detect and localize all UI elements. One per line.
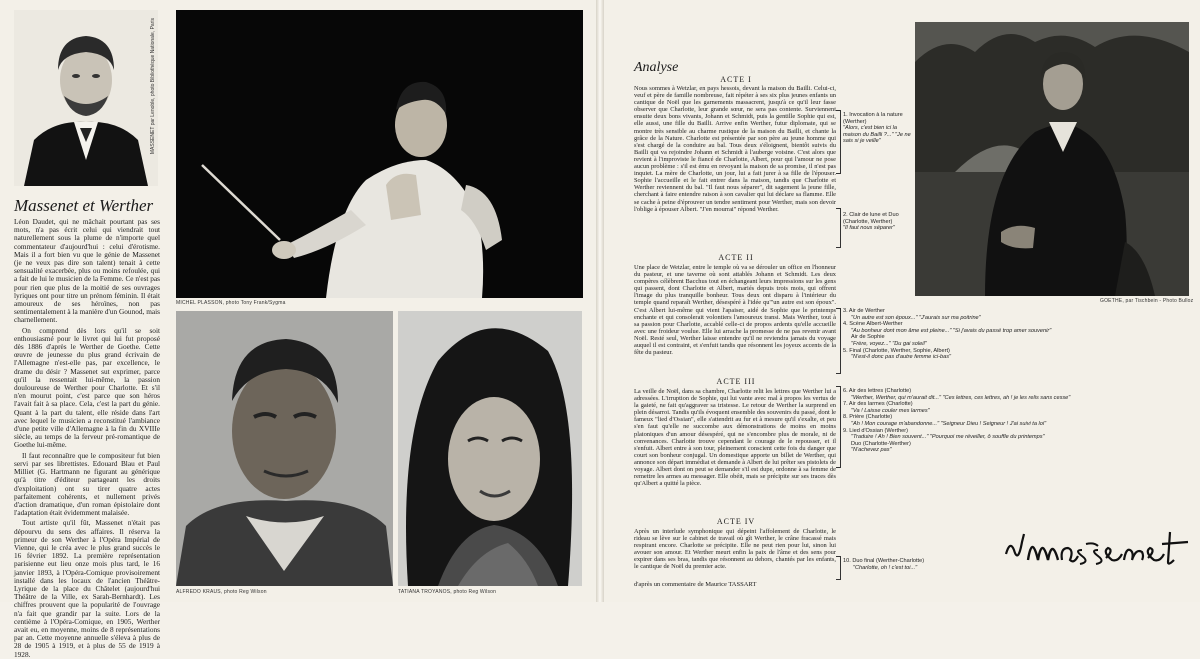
massenet-signature: [1002, 520, 1196, 580]
note-bracket: [836, 386, 841, 468]
track-quote: "N'est-il donc pas d'autre femme ici-bas": [851, 354, 951, 361]
note-bracket: [836, 556, 841, 580]
track-note: [843, 388, 1195, 454]
act-heading: ACTE I: [720, 75, 752, 84]
track-quote: "Il faut nous séparer": [843, 225, 895, 232]
track-quote: "Charlotte, oh ! c'est toi...": [853, 564, 918, 571]
track-note: [843, 112, 913, 145]
track-number: 7.: [843, 401, 848, 408]
track-number: 2.: [843, 212, 848, 218]
analyse-title: Analyse: [634, 60, 679, 75]
article-paragraph: Tout artiste qu'il fût, Massenet n'était pas dépourvu du sens des affaires. Il réserva la primeur de son Werther à l'Opéra Impérial de Vienne, qui le créa avec le plus grand succès le 16 février 1892. La première représentation parisienne eut lieu onze mois plus tard, le 16 janvier 1893, à l'Opéra-Comique provisoirement installé dans les locaux de l'ancien Théâtre-Lyrique de la place du Châtelet (aujourd'hui Théâtre de la Ville, ex Sarah-Bernhardt). Les chiffres prouvent que la popularité de l'ouvrage n'a fait que grandir par la suite. Lors de la centième à l'Opéra-Comique, en 1905, Werther avait eu, en moyenne, moins de 8 représentations par an. Cette moyenne annuelle s'éleva à plus de 28 de 1905 à 1919, et à plus de 55 de 1919 à 1928.: [14, 518, 160, 659]
track-quote: "Au bonheur dont mon âme est pleine..." "Si j'avais du passé trop amer souvenir": [851, 327, 1052, 334]
track-quote: "Werther, Werther, qui m'aurait dit..." "Ces lettres, ces lettres, ah ! je les relis sans cesse": [851, 394, 1071, 401]
act-paragraph: Après un interlude symphonique qui dépeint l'affolement de Charlotte, le rideau se lève sur le cabinet de travail où gît Werther, le crâne fracassé mais respirant encore. Charlotte se précipite. Elle ne peut rien pour lui, sinon lui avouer son amour. Et Werther meurt enfin la paix de l'âme et des sens pour expirer dans ses bras, tandis que résonnent au dehors, chantés par les enfants, le cantique de Noël du premier acte.: [634, 528, 836, 571]
goethe-portrait: [915, 22, 1189, 296]
track-note: [843, 308, 1195, 361]
track-title: Duo (Charlotte-Werther): [851, 440, 911, 447]
track-quote: "Traduire ! Ah ! Bien souvent..." "Pourquoi me réveiller, ô souffle du printemps": [851, 434, 1045, 441]
track-number: 5.: [843, 347, 848, 354]
track-note: [843, 558, 993, 571]
track-title: Air de Sophie: [851, 334, 885, 341]
track-quote: "Frère, voyez..." "Du gai soleil": [851, 340, 927, 347]
kraus-photo: [176, 311, 393, 586]
track-number: 3.: [843, 308, 848, 314]
track-number: 4.: [843, 321, 848, 328]
page-fold: [596, 0, 604, 602]
track-title: Invocation à la nature (Werther): [843, 112, 903, 125]
track-title: Final (Charlotte, Werther, Sophie, Albert): [849, 347, 950, 354]
track-title: Prière (Charlotte): [849, 414, 893, 421]
massenet-portrait: [14, 10, 158, 186]
act-text: [634, 264, 836, 376]
track-title: Air des larmes (Charlotte): [848, 401, 913, 408]
act-paragraph: La veille de Noël, dans sa chambre, Charlotte relit les lettres que Werther lui a adressées. L'irruption de Sophie, qui lui vante avec mal à propos les vertus de la gaieté, ne fait qu'aggraver sa tristesse. Le retour de Werther la surprend en plein désarroi. Tandis qu'ils évoquent ensemble des souvenirs du passé, dont le fameux "lied d'Ossian", elle s'attendrit au fur et à mesure qu'il s'exalte, et peu s'en faut qu'elle ne succombe aux démonstrations de moins en moins platoniques d'un amour désespéré, qui ne s'encombre plus de morale, ni de convenances. Charlotte trouve cependant le courage de le repousser, et il s'enfuit. Albert entre à son tour, pleinement conscient cette fois du danger que court son bonheur conjugal. Un domestique apporte un billet de Werther, qui annonce son départ immédiat et demande à Albert de lui prêter ses pistolets de voyage. Albert dont on peut se demander s'il est dupe, ordonne à sa femme de remettre les armes au messager. Elle obéit, mais se précipite sur ses traces dès qu'Albert a quitté la pièce.: [634, 388, 836, 488]
note-bracket: [836, 208, 841, 248]
track-title: Duo final (Werther-Charlotte): [852, 558, 925, 564]
article-paragraph: Il faut reconnaître que le compositeur fut bien servi par ses librettistes. Edouard Blau et Paul Milliet (G. Hartmann ne figurant au générique qu'à titre d'éditeur partageant les droits d'exploitation) ont su tirer quatre actes parfaitement cohérents, et nullement privés d'action dramatique, d'un roman épistolaire dont l'adaptation était évidemment malaisée.: [14, 450, 160, 518]
track-quote: "N'achevez pas": [851, 447, 892, 454]
commentary-credit: d'après un commentaire de Maurice TASSART: [634, 581, 757, 588]
track-note: [843, 212, 913, 232]
act-heading: ACTE II: [718, 253, 754, 262]
kraus-caption: ALFREDO KRAUS, photo Reg Wilson: [176, 589, 267, 595]
track-number: 1.: [843, 112, 848, 118]
track-number: 8.: [843, 414, 848, 421]
track-title: Clair de lune et Duo (Charlotte, Werther): [843, 212, 899, 225]
track-quote: "Ah ! Mon courage m'abandonne..." "Seigneur Dieu ! Seigneur ! J'ai suivi ta loi": [851, 420, 1047, 427]
troyanos-photo: [398, 311, 582, 586]
act-text: [634, 388, 836, 516]
goethe-caption: GOETHE, par Tischbein - Photo Bulloz: [1100, 298, 1194, 304]
act-text: [634, 85, 836, 253]
track-number: 9.: [843, 427, 848, 434]
troyanos-caption: TATIANA TROYANOS, photo Reg Wilson: [398, 589, 497, 595]
article-body: [14, 217, 160, 659]
act-paragraph: Une place de Wetzlar, entre le temple où va se dérouler un office en l'honneur du pasteur, et une taverne où sont attablés Johann et Schmidt. Les deux compères célèbrent Bacchus tout en échangeant leurs impressions sur les gens qui passent, dont Charlotte et Albert, mariés depuis trois mois, qui offrent l'image du plus tranquille bonheur. Tous deux ont disparu à l'intérieur du temple quand reparaît Werther, désespéré à l'idée qu'"un autre est son époux". C'est Albert lui-même qui vient l'apaiser, aidé de Sophie que le printemps enchante et qui consolerait volontiers l'amoureux transi. Mais Werther, tout à sa passion pour Charlotte, accablé celle-ci de propos ardents qu'elle accueille avec une froideur voulue. Elle lui arrache la promesse de ne pas revenir avant Noël. Resté seul, Werther laisse entendre qu'il ne reviendra jamais du voyage auquel il est contraint, et s'enfuit tandis que résonnent les joyeux accents de la fête du pasteur.: [634, 264, 836, 357]
article-paragraph: Léon Daudet, qui ne mâchait pourtant pas ses mots, n'a pas écrit celui qui viendrait tout naturellement sous la plume de n'importe quel commentateur d'aujourd'hui : celui d'érotisme. Mais il a fort bien vu que le génie de Massenet (je ne veux pas dire son talent) tenait à cette sensualité exacerbée, plus ou moins refoulée, qui a fait de lui le musicien de la Femme. Ce n'est pas pour rien que plus de la moitié de ses ouvrages lyriques ont pour titre un prénom féminin. Il était amoureux de ses héroïnes, non pas sentimentalement à la manière d'un Gounod, mais charnellement.: [14, 217, 160, 325]
article-paragraph: On comprend dès lors qu'il se soit enthousiasmé pour le livret qui lui fut proposé dès 1886 d'après le Werther de Goethe. Cette œuvre de jeunesse du plus grand écrivain de l'Allemagne n'est-elle pas, par excellence, le drame du désir ? Massenet sut exprimer, parce qu'il la ressentait lui-même, la passion douloureuse de Werther pour Charlotte. Et s'il n'en mourut point, c'est parce que son héros l'avait fait à sa place. Cela, c'est la part du génie. Quant à la part du talent, elle réside dans l'art avec lequel le musicien a reconstitué l'ambiance d'une petite ville d'Allemagne à la fin du XVIIIe siècle, au temps de la ferveur pré-romantique de Goethe lui-même.: [14, 325, 160, 450]
note-bracket: [836, 308, 841, 374]
act-paragraph: Nous sommes à Wetzlar, en pays hessois, devant la maison du Bailli. Celui-ci, veuf et père de famille nombreuse, fait répéter à ses six plus jeunes enfants un cantique de Noël que les garnements massacrent, jusqu'à ce qu'il leur fasse observer que Charlotte, leur grande sœur, ne sera pas contente. Surviennent ensuite deux bons vivants, Johann et Schmidt, puis la gentille Sophie qui est, elle aussi, une fille du Bailli. Arrive enfin Werther, futur diplomate, qui se montre très sensible au charme rustique de la maison du Bailli, et chante la grâce de la Nature. Charlotte est présentée par son père au jeune homme qui s'est chargé de la conduire au bal. Tous deux s'éloignent, bientôt suivis du Bailli qui va rejoindre Johann et Schmidt à l'auberge voisine. C'est alors que revient à l'improviste le fiancé de Charlotte, Albert, pour qui l'amour ne pose aucun problème : s'il est ému en revoyant la maison de sa promise, il n'est pas inquiet. La mère de Charlotte, un jour, lui a fait jurer à sa fille de l'épouser. Sophie l'accueille et le fait entrer dans la maison, tandis que Charlotte et Werther reviennent du bal. "Il faut nous séparer", dit sagement la jeune fille, cherchant à faire entendre raison à son cavalier qui lui déclare sa flamme. Elle se cache à peine d'éprouver un tendre sentiment pour Werther, mais son devoir l'oblige à épouser Albert. "J'en mourrai" répond Werther.: [634, 85, 836, 213]
track-number: 6.: [843, 388, 848, 394]
track-quote: "Alors, c'est bien ici la maison du Bailli ?..." "Je ne sais si je veille": [843, 125, 911, 145]
portrait-caption: MASSENET par Lenoble, photo Bibliothèque Nationale, Paris: [150, 18, 156, 155]
track-title: Air des lettres (Charlotte): [848, 388, 912, 394]
track-number: 10.: [843, 558, 851, 564]
track-quote: "Va ! Laisse couler mes larmes": [851, 407, 930, 414]
act-heading: ACTE III: [716, 377, 756, 386]
track-title: Lied d'Ossian (Werther): [849, 427, 909, 434]
act-text: [634, 528, 836, 580]
track-quote: "Un autre est son époux..." "J'aurais sur ma poitrine": [851, 314, 981, 321]
track-title: Scène Albert-Werther: [849, 321, 903, 328]
note-bracket: [836, 110, 841, 174]
left-page: [0, 0, 596, 659]
conductor-photo: [176, 10, 583, 298]
track-title: Air de Werther: [848, 308, 885, 314]
act-heading: ACTE IV: [716, 517, 756, 526]
article-title: Massenet et Werther: [14, 196, 154, 215]
plasson-caption: MICHEL PLASSON, photo Tony Frank/Sygma: [176, 300, 286, 306]
